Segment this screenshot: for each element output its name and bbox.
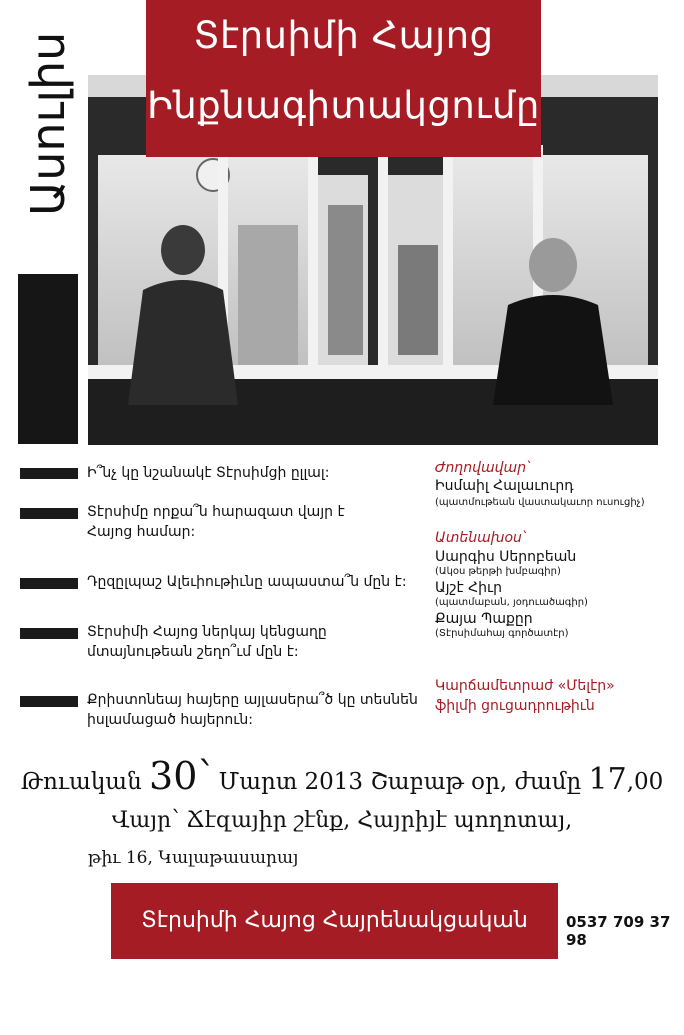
- topic-5: [87, 690, 418, 730]
- moderator-block: [435, 460, 645, 508]
- event-date-prefix: Թուական: [20, 769, 142, 795]
- event-minutes: ,00: [626, 769, 664, 795]
- speaker-3-note: (Տէրսիմահայ գործատէր): [435, 628, 569, 639]
- topic-3: [87, 572, 407, 592]
- speaker-3-name: Քայա Պաքըր: [435, 611, 533, 627]
- moderator-label: Ժողովավար՝: [435, 460, 530, 476]
- topic-5-line-1: Քրիստոնեայ հայերը այլասերա՞ծ կը տեսնեն: [87, 692, 418, 708]
- footer-organization: Տէրսիմի Հայոց Հայրենակցական Միութիւն: [111, 883, 558, 959]
- title-banner: [146, 0, 541, 157]
- topic-5-line-2: իսլամացած հայերուն:: [87, 712, 253, 728]
- title-line-2: Ինքնագիտակցումը: [147, 84, 540, 127]
- film-line-1: Կարճամետրաժ «Մելէր»: [435, 678, 615, 694]
- event-place-line-1: Վայր՝ Ճէզայիր շէնք, Հայրիյէ պողոտայ,: [111, 808, 573, 833]
- topic-bullet: [20, 578, 78, 589]
- moderator-name: Իսմաիլ Հալաւուրդ: [435, 478, 574, 494]
- event-day: 30՝: [149, 754, 212, 798]
- topic-bullet: [20, 696, 78, 707]
- topic-bullet: [20, 508, 78, 519]
- topic-2-line-2: Հայոց համար:: [87, 524, 196, 540]
- side-black-bar: [18, 274, 78, 444]
- film-line-2: ֆիլմի ցուցադրութիւն: [435, 698, 595, 714]
- speakers-label: Ատենախօս՝: [435, 530, 526, 546]
- event-hour: 17: [588, 762, 627, 797]
- topic-4-line-2: մտայնութեան շեղո՞ւմ մըն է:: [87, 644, 299, 660]
- topic-4-line-1: Տէրսիմի Հայոց ներկայ կենցաղը: [87, 624, 327, 640]
- topic-1: [87, 463, 329, 483]
- speaker-1-name: Սարգիս Սերոբեան: [435, 549, 577, 565]
- topic-2: [87, 502, 345, 542]
- speakers-block: [435, 530, 588, 639]
- title-line-1: Տէրսիմի Հայոց: [193, 14, 494, 57]
- footer-phone: 0537 709 37 98: [566, 913, 671, 949]
- topic-bullet: [20, 628, 78, 639]
- topic-4: [87, 622, 327, 662]
- topic-2-line-1: Տէրսիմը որքա՞ն հարազատ վայր է: [87, 504, 345, 520]
- side-title: Ասուլիս: [21, 32, 75, 217]
- moderator-note: (պատմութեան վաստակաւոր ուսուցիչ): [435, 497, 645, 508]
- topic-1-line-1: Ի՞նչ կը նշանակէ Տէրսիմցի ըլլալ:: [87, 465, 330, 481]
- speaker-1-note: (Ակօս թերթի խմբագիր): [435, 566, 561, 577]
- event-place-line-2: թիւ 16, Կալաթասարայ: [88, 848, 299, 868]
- speaker-2-name: Այշէ Հիւր: [435, 580, 503, 596]
- topic-bullet: [20, 468, 78, 479]
- topic-3-line-1: Դըզըլպաշ Ալեւիութիւնը ապաստա՞ն մըն է:: [87, 574, 407, 590]
- film-block: [435, 676, 615, 716]
- speaker-2-note: (պատմաբան, յօդուածագիր): [435, 597, 588, 608]
- event-date-line: [0, 754, 684, 798]
- event-date-rest: Մարտ 2013 Շաբաթ օր, ժամը: [218, 769, 582, 795]
